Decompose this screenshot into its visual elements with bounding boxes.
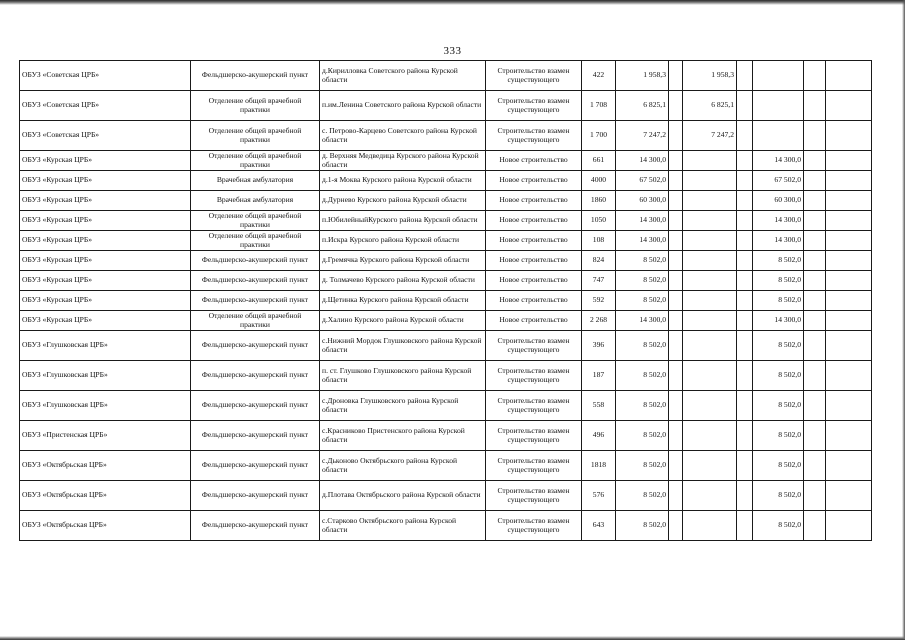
empty-cell xyxy=(669,91,683,121)
empty-cell xyxy=(826,191,872,211)
empty-cell xyxy=(826,251,872,271)
cost-total-cell: 14 300,0 xyxy=(616,311,669,331)
location-cell: с.Дроновка Глушковского района Курской области xyxy=(320,391,486,421)
cost-year-2-cell: 8 502,0 xyxy=(753,481,804,511)
cost-year-2-cell: 8 502,0 xyxy=(753,451,804,481)
capacity-cell: 108 xyxy=(582,231,616,251)
facility-type-cell: Фельдшерско-акушерский пункт xyxy=(191,421,320,451)
cost-year-1-cell xyxy=(683,421,737,451)
cost-year-1-cell xyxy=(683,481,737,511)
empty-cell xyxy=(826,451,872,481)
org-cell: ОБУЗ «Советская ЦРБ» xyxy=(20,91,191,121)
table-row xyxy=(20,391,872,421)
capacity-cell: 422 xyxy=(582,61,616,91)
location-cell: п.ЮбилейныйКурского района Курской области xyxy=(320,211,486,231)
work-type-cell: Новое строительство xyxy=(486,231,582,251)
empty-cell xyxy=(804,121,826,151)
empty-cell xyxy=(669,511,683,541)
cost-year-2-cell xyxy=(753,91,804,121)
org-cell: ОБУЗ «Пристенская ЦРБ» xyxy=(20,421,191,451)
empty-cell xyxy=(804,391,826,421)
cost-year-1-cell: 6 825,1 xyxy=(683,91,737,121)
org-cell: ОБУЗ «Курская ЦРБ» xyxy=(20,171,191,191)
empty-cell xyxy=(737,391,753,421)
empty-cell xyxy=(669,251,683,271)
empty-cell xyxy=(737,151,753,171)
empty-cell xyxy=(737,271,753,291)
cost-total-cell: 7 247,2 xyxy=(616,121,669,151)
empty-cell xyxy=(826,171,872,191)
empty-cell xyxy=(737,481,753,511)
work-type-cell: Строительство взамен существующего xyxy=(486,421,582,451)
location-cell: д.Халино Курского района Курской области xyxy=(320,311,486,331)
work-type-cell: Новое строительство xyxy=(486,171,582,191)
empty-cell xyxy=(826,511,872,541)
cost-total-cell: 8 502,0 xyxy=(616,481,669,511)
empty-cell xyxy=(737,191,753,211)
capacity-cell: 643 xyxy=(582,511,616,541)
cost-total-cell: 8 502,0 xyxy=(616,511,669,541)
work-type-cell: Новое строительство xyxy=(486,151,582,171)
cost-total-cell: 8 502,0 xyxy=(616,251,669,271)
cost-total-cell: 60 300,0 xyxy=(616,191,669,211)
empty-cell xyxy=(804,61,826,91)
org-cell: ОБУЗ «Курская ЦРБ» xyxy=(20,311,191,331)
table-row xyxy=(20,91,872,121)
cost-total-cell: 6 825,1 xyxy=(616,91,669,121)
location-cell: с. Петрово-Карцево Советского района Курской области xyxy=(320,121,486,151)
cost-year-1-cell xyxy=(683,251,737,271)
empty-cell xyxy=(804,481,826,511)
table-row xyxy=(20,251,872,271)
empty-cell xyxy=(826,211,872,231)
cost-year-1-cell xyxy=(683,311,737,331)
empty-cell xyxy=(826,91,872,121)
cost-year-2-cell: 14 300,0 xyxy=(753,151,804,171)
location-cell: с.Нижний Мордок Глушковского района Курской области xyxy=(320,331,486,361)
empty-cell xyxy=(804,231,826,251)
org-cell: ОБУЗ «Курская ЦРБ» xyxy=(20,271,191,291)
table-row xyxy=(20,211,872,231)
facility-type-cell: Отделение общей врачебной практики xyxy=(191,211,320,231)
cost-year-2-cell: 67 502,0 xyxy=(753,171,804,191)
cost-total-cell: 14 300,0 xyxy=(616,211,669,231)
location-cell: д. Верхняя Медведица Курского района Курской области xyxy=(320,151,486,171)
work-type-cell: Строительство взамен существующего xyxy=(486,511,582,541)
capacity-cell: 1860 xyxy=(582,191,616,211)
table-row xyxy=(20,291,872,311)
empty-cell xyxy=(669,171,683,191)
cost-year-1-cell xyxy=(683,331,737,361)
cost-total-cell: 14 300,0 xyxy=(616,151,669,171)
location-cell: д.Щетинка Курского района Курской области xyxy=(320,291,486,311)
org-cell: ОБУЗ «Октябрьская ЦРБ» xyxy=(20,481,191,511)
cost-year-2-cell xyxy=(753,61,804,91)
location-cell: д.Плотава Октябрьского района Курской области xyxy=(320,481,486,511)
cost-year-1-cell: 1 958,3 xyxy=(683,61,737,91)
table-row xyxy=(20,331,872,361)
empty-cell xyxy=(737,511,753,541)
empty-cell xyxy=(804,291,826,311)
empty-cell xyxy=(826,421,872,451)
location-cell: д.Гремячка Курского района Курской области xyxy=(320,251,486,271)
empty-cell xyxy=(804,171,826,191)
cost-year-2-cell: 8 502,0 xyxy=(753,511,804,541)
empty-cell xyxy=(669,61,683,91)
empty-cell xyxy=(737,61,753,91)
empty-cell xyxy=(737,361,753,391)
page-number: 333 xyxy=(443,45,462,57)
table-row xyxy=(20,311,872,331)
empty-cell xyxy=(669,311,683,331)
capacity-cell: 592 xyxy=(582,291,616,311)
empty-cell xyxy=(804,361,826,391)
table-row xyxy=(20,511,872,541)
capacity-cell: 4000 xyxy=(582,171,616,191)
cost-total-cell: 8 502,0 xyxy=(616,391,669,421)
cost-year-2-cell: 14 300,0 xyxy=(753,231,804,251)
capacity-cell: 576 xyxy=(582,481,616,511)
cost-year-2-cell: 14 300,0 xyxy=(753,311,804,331)
empty-cell xyxy=(804,511,826,541)
empty-cell xyxy=(669,231,683,251)
table-row xyxy=(20,191,872,211)
facility-type-cell: Отделение общей врачебной практики xyxy=(191,311,320,331)
cost-total-cell: 8 502,0 xyxy=(616,361,669,391)
empty-cell xyxy=(826,291,872,311)
org-cell: ОБУЗ «Курская ЦРБ» xyxy=(20,291,191,311)
scan-edge-top xyxy=(0,0,905,5)
table-row xyxy=(20,481,872,511)
cost-year-1-cell xyxy=(683,361,737,391)
empty-cell xyxy=(669,291,683,311)
empty-cell xyxy=(669,361,683,391)
facility-type-cell: Отделение общей врачебной практики xyxy=(191,91,320,121)
work-type-cell: Новое строительство xyxy=(486,311,582,331)
cost-year-1-cell xyxy=(683,191,737,211)
org-cell: ОБУЗ «Глушковская ЦРБ» xyxy=(20,331,191,361)
empty-cell xyxy=(804,251,826,271)
empty-cell xyxy=(826,151,872,171)
empty-cell xyxy=(669,271,683,291)
facility-type-cell: Отделение общей врачебной практики xyxy=(191,231,320,251)
empty-cell xyxy=(804,191,826,211)
empty-cell xyxy=(737,211,753,231)
facility-type-cell: Фельдшерско-акушерский пункт xyxy=(191,511,320,541)
cost-total-cell: 8 502,0 xyxy=(616,331,669,361)
org-cell: ОБУЗ «Курская ЦРБ» xyxy=(20,191,191,211)
empty-cell xyxy=(669,331,683,361)
cost-year-1-cell xyxy=(683,211,737,231)
scan-edge-bottom xyxy=(0,636,905,640)
empty-cell xyxy=(826,331,872,361)
table-row xyxy=(20,61,872,91)
cost-year-2-cell: 8 502,0 xyxy=(753,421,804,451)
cost-year-2-cell: 8 502,0 xyxy=(753,251,804,271)
empty-cell xyxy=(826,481,872,511)
location-cell: п.Искра Курского района Курской области xyxy=(320,231,486,251)
facility-type-cell: Фельдшерско-акушерский пункт xyxy=(191,61,320,91)
empty-cell xyxy=(737,251,753,271)
construction-table xyxy=(19,60,872,541)
empty-cell xyxy=(669,421,683,451)
table-row xyxy=(20,361,872,391)
location-cell: д.1-я Моква Курского района Курской области xyxy=(320,171,486,191)
table-row xyxy=(20,451,872,481)
empty-cell xyxy=(804,311,826,331)
cost-total-cell: 14 300,0 xyxy=(616,231,669,251)
empty-cell xyxy=(669,151,683,171)
facility-type-cell: Фельдшерско-акушерский пункт xyxy=(191,271,320,291)
work-type-cell: Строительство взамен существующего xyxy=(486,361,582,391)
empty-cell xyxy=(804,451,826,481)
empty-cell xyxy=(737,291,753,311)
cost-total-cell: 8 502,0 xyxy=(616,451,669,481)
org-cell: ОБУЗ «Курская ЦРБ» xyxy=(20,251,191,271)
location-cell: с.Старково Октябрьского района Курской области xyxy=(320,511,486,541)
empty-cell xyxy=(669,121,683,151)
cost-year-2-cell: 8 502,0 xyxy=(753,271,804,291)
org-cell: ОБУЗ «Глушковская ЦРБ» xyxy=(20,361,191,391)
cost-total-cell: 8 502,0 xyxy=(616,421,669,451)
facility-type-cell: Отделение общей врачебной практики xyxy=(191,151,320,171)
org-cell: ОБУЗ «Глушковская ЦРБ» xyxy=(20,391,191,421)
cost-year-1-cell: 7 247,2 xyxy=(683,121,737,151)
capacity-cell: 1050 xyxy=(582,211,616,231)
cost-year-2-cell: 8 502,0 xyxy=(753,391,804,421)
cost-total-cell: 8 502,0 xyxy=(616,271,669,291)
capacity-cell: 558 xyxy=(582,391,616,421)
cost-year-1-cell xyxy=(683,171,737,191)
cost-year-1-cell xyxy=(683,231,737,251)
work-type-cell: Новое строительство xyxy=(486,211,582,231)
empty-cell xyxy=(804,151,826,171)
facility-type-cell: Врачебная амбулатория xyxy=(191,191,320,211)
work-type-cell: Новое строительство xyxy=(486,191,582,211)
work-type-cell: Новое строительство xyxy=(486,251,582,271)
empty-cell xyxy=(669,481,683,511)
cost-year-1-cell xyxy=(683,391,737,421)
table-row xyxy=(20,171,872,191)
cost-year-1-cell xyxy=(683,291,737,311)
empty-cell xyxy=(737,451,753,481)
work-type-cell: Строительство взамен существующего xyxy=(486,61,582,91)
cost-year-1-cell xyxy=(683,511,737,541)
work-type-cell: Строительство взамен существующего xyxy=(486,91,582,121)
empty-cell xyxy=(804,331,826,361)
capacity-cell: 1818 xyxy=(582,451,616,481)
cost-year-2-cell xyxy=(753,121,804,151)
facility-type-cell: Фельдшерско-акушерский пункт xyxy=(191,451,320,481)
org-cell: ОБУЗ «Курская ЦРБ» xyxy=(20,151,191,171)
facility-type-cell: Отделение общей врачебной практики xyxy=(191,121,320,151)
empty-cell xyxy=(669,391,683,421)
empty-cell xyxy=(804,211,826,231)
facility-type-cell: Фельдшерско-акушерский пункт xyxy=(191,291,320,311)
location-cell: д.Кирилловка Советского района Курской области xyxy=(320,61,486,91)
cost-year-1-cell xyxy=(683,151,737,171)
empty-cell xyxy=(804,91,826,121)
org-cell: ОБУЗ «Курская ЦРБ» xyxy=(20,231,191,251)
org-cell: ОБУЗ «Курская ЦРБ» xyxy=(20,211,191,231)
org-cell: ОБУЗ «Октябрьская ЦРБ» xyxy=(20,511,191,541)
facility-type-cell: Фельдшерско-акушерский пункт xyxy=(191,331,320,361)
facility-type-cell: Врачебная амбулатория xyxy=(191,171,320,191)
location-cell: с.Дьконово Октябрьского района Курской области xyxy=(320,451,486,481)
location-cell: д.Дурнево Курского района Курской области xyxy=(320,191,486,211)
empty-cell xyxy=(826,311,872,331)
cost-total-cell: 67 502,0 xyxy=(616,171,669,191)
cost-year-1-cell xyxy=(683,271,737,291)
empty-cell xyxy=(737,311,753,331)
work-type-cell: Строительство взамен существующего xyxy=(486,481,582,511)
capacity-cell: 1 700 xyxy=(582,121,616,151)
facility-type-cell: Фельдшерско-акушерский пункт xyxy=(191,391,320,421)
cost-year-2-cell: 60 300,0 xyxy=(753,191,804,211)
work-type-cell: Строительство взамен существующего xyxy=(486,331,582,361)
work-type-cell: Строительство взамен существующего xyxy=(486,451,582,481)
empty-cell xyxy=(737,231,753,251)
org-cell: ОБУЗ «Советская ЦРБ» xyxy=(20,121,191,151)
cost-year-2-cell: 14 300,0 xyxy=(753,211,804,231)
empty-cell xyxy=(826,61,872,91)
empty-cell xyxy=(737,121,753,151)
empty-cell xyxy=(737,421,753,451)
facility-type-cell: Фельдшерско-акушерский пункт xyxy=(191,361,320,391)
work-type-cell: Новое строительство xyxy=(486,291,582,311)
capacity-cell: 824 xyxy=(582,251,616,271)
capacity-cell: 661 xyxy=(582,151,616,171)
facility-type-cell: Фельдшерско-акушерский пункт xyxy=(191,251,320,271)
table-row xyxy=(20,231,872,251)
location-cell: д. Толмачево Курского района Курской области xyxy=(320,271,486,291)
cost-year-1-cell xyxy=(683,451,737,481)
work-type-cell: Строительство взамен существующего xyxy=(486,121,582,151)
empty-cell xyxy=(737,331,753,361)
location-cell: п. ст. Глушково Глушковского района Курской области xyxy=(320,361,486,391)
table-body xyxy=(20,61,872,541)
table-row xyxy=(20,151,872,171)
cost-total-cell: 1 958,3 xyxy=(616,61,669,91)
work-type-cell: Строительство взамен существующего xyxy=(486,391,582,421)
org-cell: ОБУЗ «Советская ЦРБ» xyxy=(20,61,191,91)
empty-cell xyxy=(669,211,683,231)
empty-cell xyxy=(826,361,872,391)
capacity-cell: 747 xyxy=(582,271,616,291)
capacity-cell: 1 708 xyxy=(582,91,616,121)
facility-type-cell: Фельдшерско-акушерский пункт xyxy=(191,481,320,511)
capacity-cell: 396 xyxy=(582,331,616,361)
empty-cell xyxy=(804,271,826,291)
empty-cell xyxy=(737,91,753,121)
table-row xyxy=(20,421,872,451)
location-cell: п.им.Ленина Советского района Курской области xyxy=(320,91,486,121)
empty-cell xyxy=(669,451,683,481)
empty-cell xyxy=(826,391,872,421)
location-cell: с.Красниково Пристенского района Курской области xyxy=(320,421,486,451)
cost-year-2-cell: 8 502,0 xyxy=(753,291,804,311)
empty-cell xyxy=(669,191,683,211)
capacity-cell: 2 268 xyxy=(582,311,616,331)
work-type-cell: Новое строительство xyxy=(486,271,582,291)
empty-cell xyxy=(826,231,872,251)
table-row xyxy=(20,121,872,151)
cost-year-2-cell: 8 502,0 xyxy=(753,331,804,361)
cost-year-2-cell: 8 502,0 xyxy=(753,361,804,391)
empty-cell xyxy=(804,421,826,451)
empty-cell xyxy=(826,121,872,151)
empty-cell xyxy=(826,271,872,291)
table-row xyxy=(20,271,872,291)
capacity-cell: 496 xyxy=(582,421,616,451)
empty-cell xyxy=(737,171,753,191)
capacity-cell: 187 xyxy=(582,361,616,391)
cost-total-cell: 8 502,0 xyxy=(616,291,669,311)
org-cell: ОБУЗ «Октябрьская ЦРБ» xyxy=(20,451,191,481)
